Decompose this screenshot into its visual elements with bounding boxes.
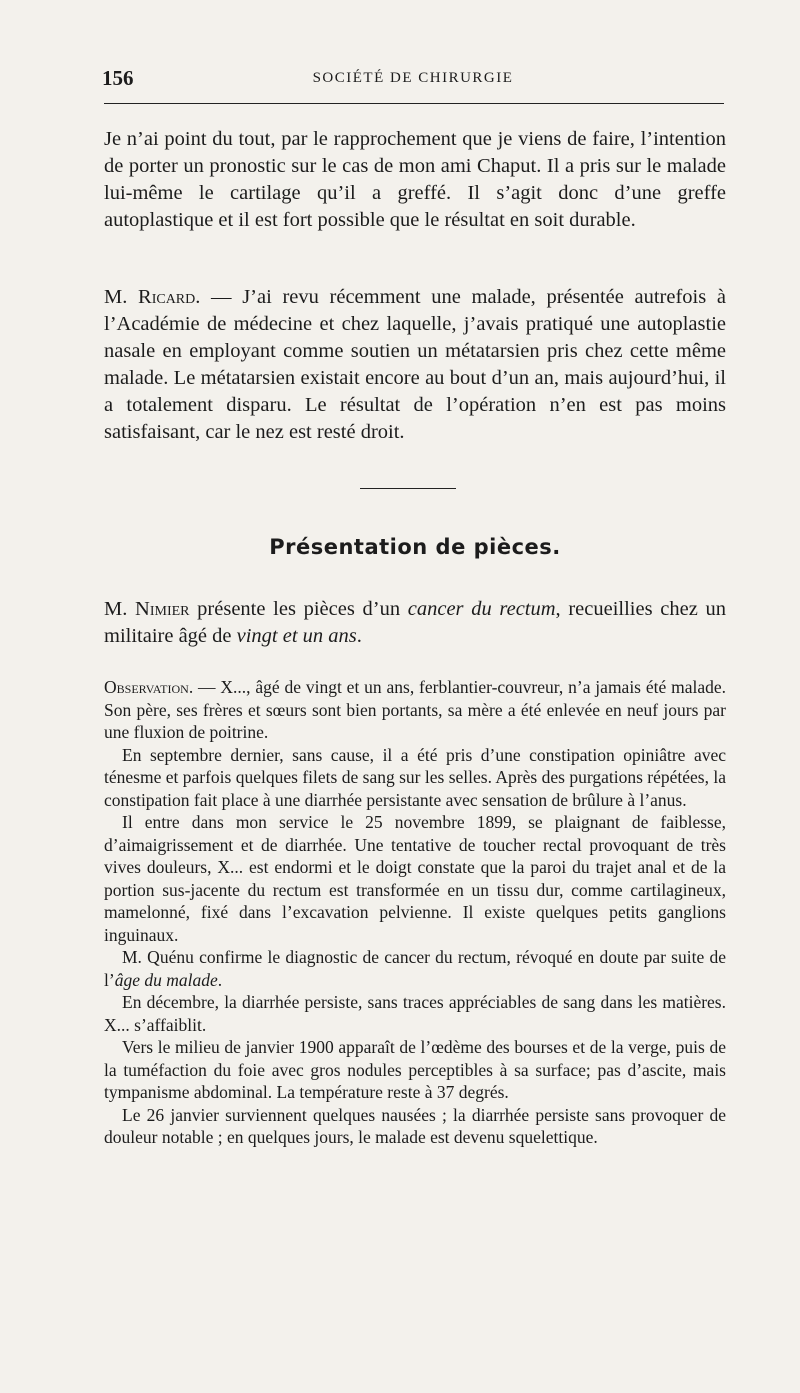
speaker-prefix: M. (104, 598, 136, 620)
section-title: Présentation de pièces. (269, 535, 561, 559)
italic-run: âge du malade (114, 969, 218, 990)
observation-paragraph: Il entre dans mon service le 25 novembre 1899, se plaignant de faiblesse, d’aimaigrissement et de diarrhée. Une tentative de toucher rectal provoquant de très vives douleurs, X... est endormi et le doigt constate que la paroi du trajet anal et de la portion sus-jacente du rectum est transformée en un tissu dur, comme cartilagineux, mamelonné, fixé dans l’excavation pelvienne. Il existe quelques petits ganglions inguinaux. (104, 812, 726, 945)
speaker-name: Ricard (138, 286, 196, 308)
observation-paragraph: Le 26 janvier surviennent quelques nausées ; la diarrhée persiste sans provoquer de douleur notable ; en quelques jours, le malade est devenu squelettique. (104, 1104, 726, 1147)
paragraph-ricard-text: . — J’ai revu récemment une malade, présentée autrefois à l’Académie de médecine et chez laquelle, j’avais pratiqué une autoplastie nasale en employant comme soutien un métatarsien pris chez cette même malade. Le métatarsien existait encore au bout d’un an, mais aujourd’hui, il a totalement disparu. Le résultat de l’opération n’en est pas moins satisfaisant, car le nez est resté droit. (104, 286, 726, 443)
speaker-name: Nimier (135, 598, 190, 620)
speaker-prefix: M. (104, 286, 139, 308)
text-run: , recueillies chez un militaire âgé de (104, 598, 726, 647)
paragraph-chaput-remark: Je n’ai point du tout, par le rapprochement que je viens de faire, l’intention de porter un pronostic sur le cas de mon ami Chaput. Il a pris sur le malade lui-même le cartilage qu’il a greffé. Il s’agit donc d’une greffe autoplastique et il est fort possible que le résultat en soit durable. (104, 128, 726, 231)
section-divider (360, 488, 456, 489)
observation-paragraph: En décembre, la diarrhée persiste, sans traces appréciables de sang dans les matières. X... s’affaiblit. (104, 992, 726, 1035)
observation-paragraph (104, 946, 726, 991)
text-run: . — X..., âgé de vingt et un ans, ferblantier-couvreur, n’a jamais été malade. Son père, ses frères et sœurs sont bien portants, sa mère a été enlevée en neuf jours par une fluxion de poitrine. (104, 677, 726, 742)
observation-paragraph: En septembre dernier, sans cause, il a été pris d’une constipation opiniâtre avec ténesme et parfois quelques filets de sang sur les selles. Après des purgations répétées, la constipation fait place à une diarrhée persistante avec sensation de brûlure à l’anus. (104, 744, 726, 810)
page-number: 156 (102, 66, 134, 90)
text-run: présente les pièces d’un (189, 598, 408, 620)
header-rule (104, 103, 724, 104)
running-title: SOCIÉTÉ DE CHIRURGIE (312, 70, 514, 86)
paragraph-nimier (104, 596, 726, 650)
observation-block (104, 676, 726, 1149)
observation-paragraph (104, 676, 726, 744)
observation-label: Observation (104, 677, 189, 697)
italic-run: vingt et un ans (236, 625, 357, 647)
observation-paragraph: Vers le milieu de janvier 1900 apparaît de l’œdème des bourses et de la verge, puis de la tuméfaction du foie avec gros nodules perceptibles à sa surface; pas d’ascite, mais tympanisme abdominal. La température reste à 37 degrés. (104, 1037, 726, 1102)
italic-run: cancer du rectum (407, 598, 556, 620)
page-header (102, 66, 724, 96)
paragraph-ricard (104, 284, 726, 446)
text-run: . (217, 969, 223, 990)
text-run: . (356, 625, 362, 647)
text-run: M. Quénu confirme le diagnostic de cancer du rectum, révoqué en doute par suite de l’ (104, 947, 726, 990)
